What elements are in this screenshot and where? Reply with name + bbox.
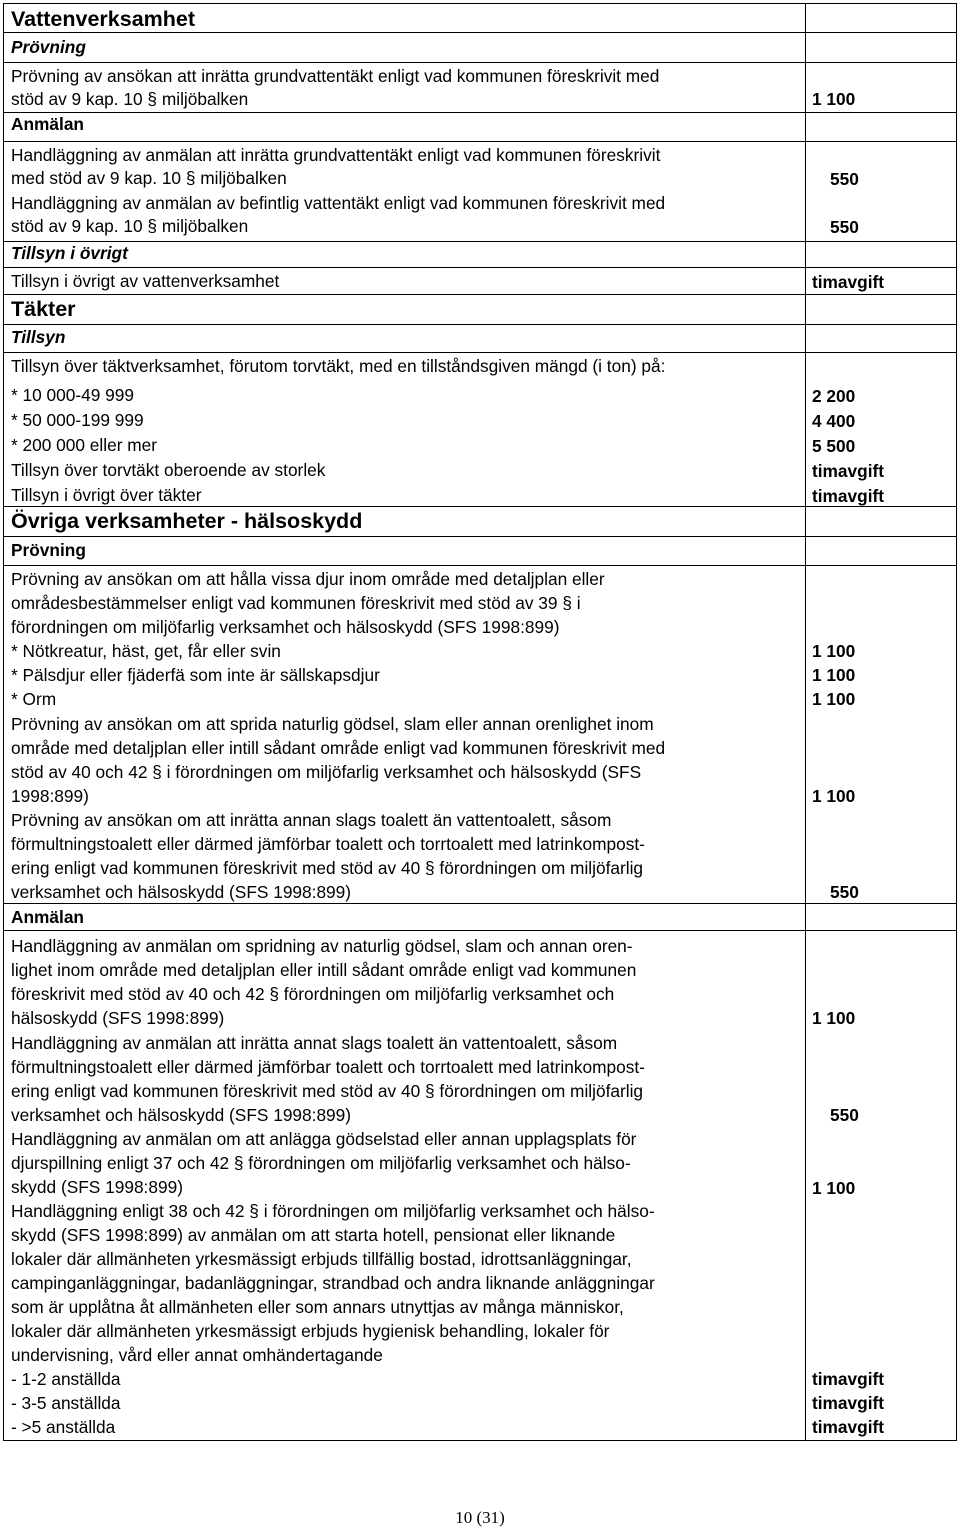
fee-value: 550 [830, 882, 859, 902]
item-text: stöd av 9 kap. 10 § miljöbalken [11, 216, 249, 236]
fee-row-text: * 50 000-199 999 [11, 410, 144, 430]
item-text: 1998:899) [11, 786, 89, 806]
subheading-provning: Prövning [11, 540, 86, 560]
item-text: Tillsyn över täktverksamhet, förutom torvtäkt, med en tillståndsgiven mängd (i ton) på: [11, 356, 666, 376]
fee-row-text: Tillsyn över torvtäkt oberoende av storlek [11, 460, 326, 480]
fee-row-text: - >5 anställda [11, 1417, 116, 1437]
item-text: lokaler där allmänheten yrkesmässigt erbjuds tillfällig bostad, idrottsanläggningar, [11, 1249, 632, 1269]
fee-row-text: - 1-2 anställda [11, 1369, 121, 1389]
fee-row-text: * Orm [11, 689, 57, 709]
fee-value: 550 [830, 217, 859, 237]
item-text: Prövning av ansökan om att inrätta annan slags toalett än vattentoalett, såsom [11, 810, 612, 830]
fee-value: 1 100 [812, 786, 856, 806]
row-divider [4, 903, 956, 904]
subheading-anmalan: Anmälan [11, 114, 84, 134]
item-text: ering enligt vad kommunen föreskrivit med stöd av 40 § förordningen om miljöfarlig [11, 1081, 644, 1101]
item-text: Handläggning av anmälan om spridning av naturlig gödsel, slam och annan oren- [11, 936, 633, 956]
item-text: djurspillning enligt 37 och 42 § förordningen om miljöfarlig verksamhet och hälso- [11, 1153, 631, 1173]
fee-value: timavgift [812, 461, 885, 481]
fee-value: timavgift [812, 1393, 885, 1413]
item-text: lighet inom område med detaljplan eller intill sådant område enligt vad kommunen [11, 960, 637, 980]
fee-row-text: * Nötkreatur, häst, get, får eller svin [11, 641, 281, 661]
row-divider [4, 536, 956, 537]
item-text: lokaler där allmänheten yrkesmässigt erbjuds hygienisk behandling, lokaler för [11, 1321, 610, 1341]
item-text: stöd av 40 och 42 § i förordningen om miljöfarlig verksamhet och hälsoskydd (SFS [11, 762, 642, 782]
fee-value: timavgift [812, 272, 885, 292]
row-divider [4, 565, 956, 566]
fee-value: 1 100 [812, 665, 856, 685]
row-divider [4, 62, 956, 63]
row-divider [4, 324, 956, 325]
item-text: föreskrivit med stöd av 40 och 42 § förordningen om miljöfarlig verksamhet och [11, 984, 615, 1004]
section-title-takter: Täkter [11, 297, 76, 321]
subheading-tillsyn-i-ovrigt: Tillsyn i övrigt [11, 243, 128, 263]
fee-row-text: - 3-5 anställda [11, 1393, 121, 1413]
column-divider [805, 4, 806, 1440]
item-text: Prövning av ansökan om att sprida naturlig gödsel, slam eller annan orenlighet inom [11, 714, 654, 734]
item-text: skydd (SFS 1998:899) [11, 1177, 183, 1197]
fee-value: 1 100 [812, 641, 856, 661]
item-text: områdesbestämmelser enligt vad kommunen föreskrivit med stöd av 39 § i [11, 593, 581, 613]
item-text: hälsoskydd (SFS 1998:899) [11, 1008, 225, 1028]
fee-row-text: Tillsyn i övrigt över täkter [11, 485, 202, 505]
item-text: Tillsyn i övrigt av vattenverksamhet [11, 271, 280, 291]
subheading-tillsyn: Tillsyn [11, 327, 66, 347]
fee-value: 1 100 [812, 689, 856, 709]
item-text: verksamhet och hälsoskydd (SFS 1998:899) [11, 1105, 352, 1125]
fee-value: 1 100 [812, 1178, 856, 1198]
fee-row-text: * Pälsdjur eller fjäderfä som inte är sällskapsdjur [11, 665, 380, 685]
row-divider [4, 32, 956, 33]
fee-value: 4 400 [812, 411, 856, 431]
section-title-vattenverksamhet: Vattenverksamhet [11, 7, 196, 31]
item-text: Handläggning av anmälan att inrätta grundvattentäkt enligt vad kommunen föreskrivit [11, 145, 661, 165]
item-text: undervisning, vård eller annat omhändertagande [11, 1345, 383, 1365]
subheading-provning: Prövning [11, 37, 86, 57]
item-text: område med detaljplan eller intill sådant område enligt vad kommunen föreskrivit med [11, 738, 666, 758]
fee-value: 5 500 [812, 436, 856, 456]
item-text: skydd (SFS 1998:899) av anmälan om att starta hotell, pensionat eller liknande [11, 1225, 616, 1245]
item-text: campinganläggningar, badanläggningar, strandbad och andra liknande anläggningar [11, 1273, 655, 1293]
fee-value: 550 [830, 1105, 859, 1125]
item-text: verksamhet och hälsoskydd (SFS 1998:899) [11, 882, 352, 902]
item-text: stöd av 9 kap. 10 § miljöbalken [11, 89, 249, 109]
section-title-ovriga-verksamheter: Övriga verksamheter - hälsoskydd [11, 509, 363, 533]
row-divider [4, 352, 956, 353]
item-text: förmultningstoalett eller därmed jämförbar toalett och torrtoalett med latrinkompost- [11, 1057, 645, 1077]
fee-value: timavgift [812, 1417, 885, 1437]
item-text: Prövning av ansökan att inrätta grundvattentäkt enligt vad kommunen föreskrivit med [11, 66, 660, 86]
item-text: med stöd av 9 kap. 10 § miljöbalken [11, 168, 287, 188]
item-text: förordningen om miljöfarlig verksamhet och hälsoskydd (SFS 1998:899) [11, 617, 560, 637]
item-text: Handläggning enligt 38 och 42 § i förordningen om miljöfarlig verksamhet och hälso- [11, 1201, 655, 1221]
fee-value: 550 [830, 169, 859, 189]
item-text: Handläggning av anmälan att inrätta annat slags toalett än vattentoalett, såsom [11, 1033, 618, 1053]
fee-value: 1 100 [812, 1008, 856, 1028]
row-divider [4, 267, 956, 268]
item-text: Handläggning av anmälan av befintlig vattentäkt enligt vad kommunen föreskrivit med [11, 193, 666, 213]
row-divider [4, 294, 956, 295]
fee-value: timavgift [812, 1369, 885, 1389]
item-text: Handläggning av anmälan om att anlägga gödselstad eller annan upplagsplats för [11, 1129, 637, 1149]
fee-row-text: * 10 000-49 999 [11, 385, 134, 405]
item-text: ering enligt vad kommunen föreskrivit med stöd av 40 § förordningen om miljöfarlig [11, 858, 644, 878]
fee-row-text: * 200 000 eller mer [11, 435, 158, 455]
item-text: som är upplåtna åt allmänheten eller som annars utnyttjas av många människor, [11, 1297, 624, 1317]
row-divider [4, 930, 956, 931]
fee-value: 2 200 [812, 386, 856, 406]
fee-value: timavgift [812, 486, 885, 506]
item-text: Prövning av ansökan om att hålla vissa djur inom område med detaljplan eller [11, 569, 605, 589]
fee-value: 1 100 [812, 89, 856, 109]
row-divider [4, 241, 956, 242]
row-divider [4, 112, 956, 113]
subheading-anmalan: Anmälan [11, 907, 84, 927]
item-text: förmultningstoalett eller därmed jämförbar toalett och torrtoalett med latrinkompost- [11, 834, 645, 854]
page-number: 10 (31) [455, 1508, 505, 1527]
row-divider [4, 141, 956, 142]
